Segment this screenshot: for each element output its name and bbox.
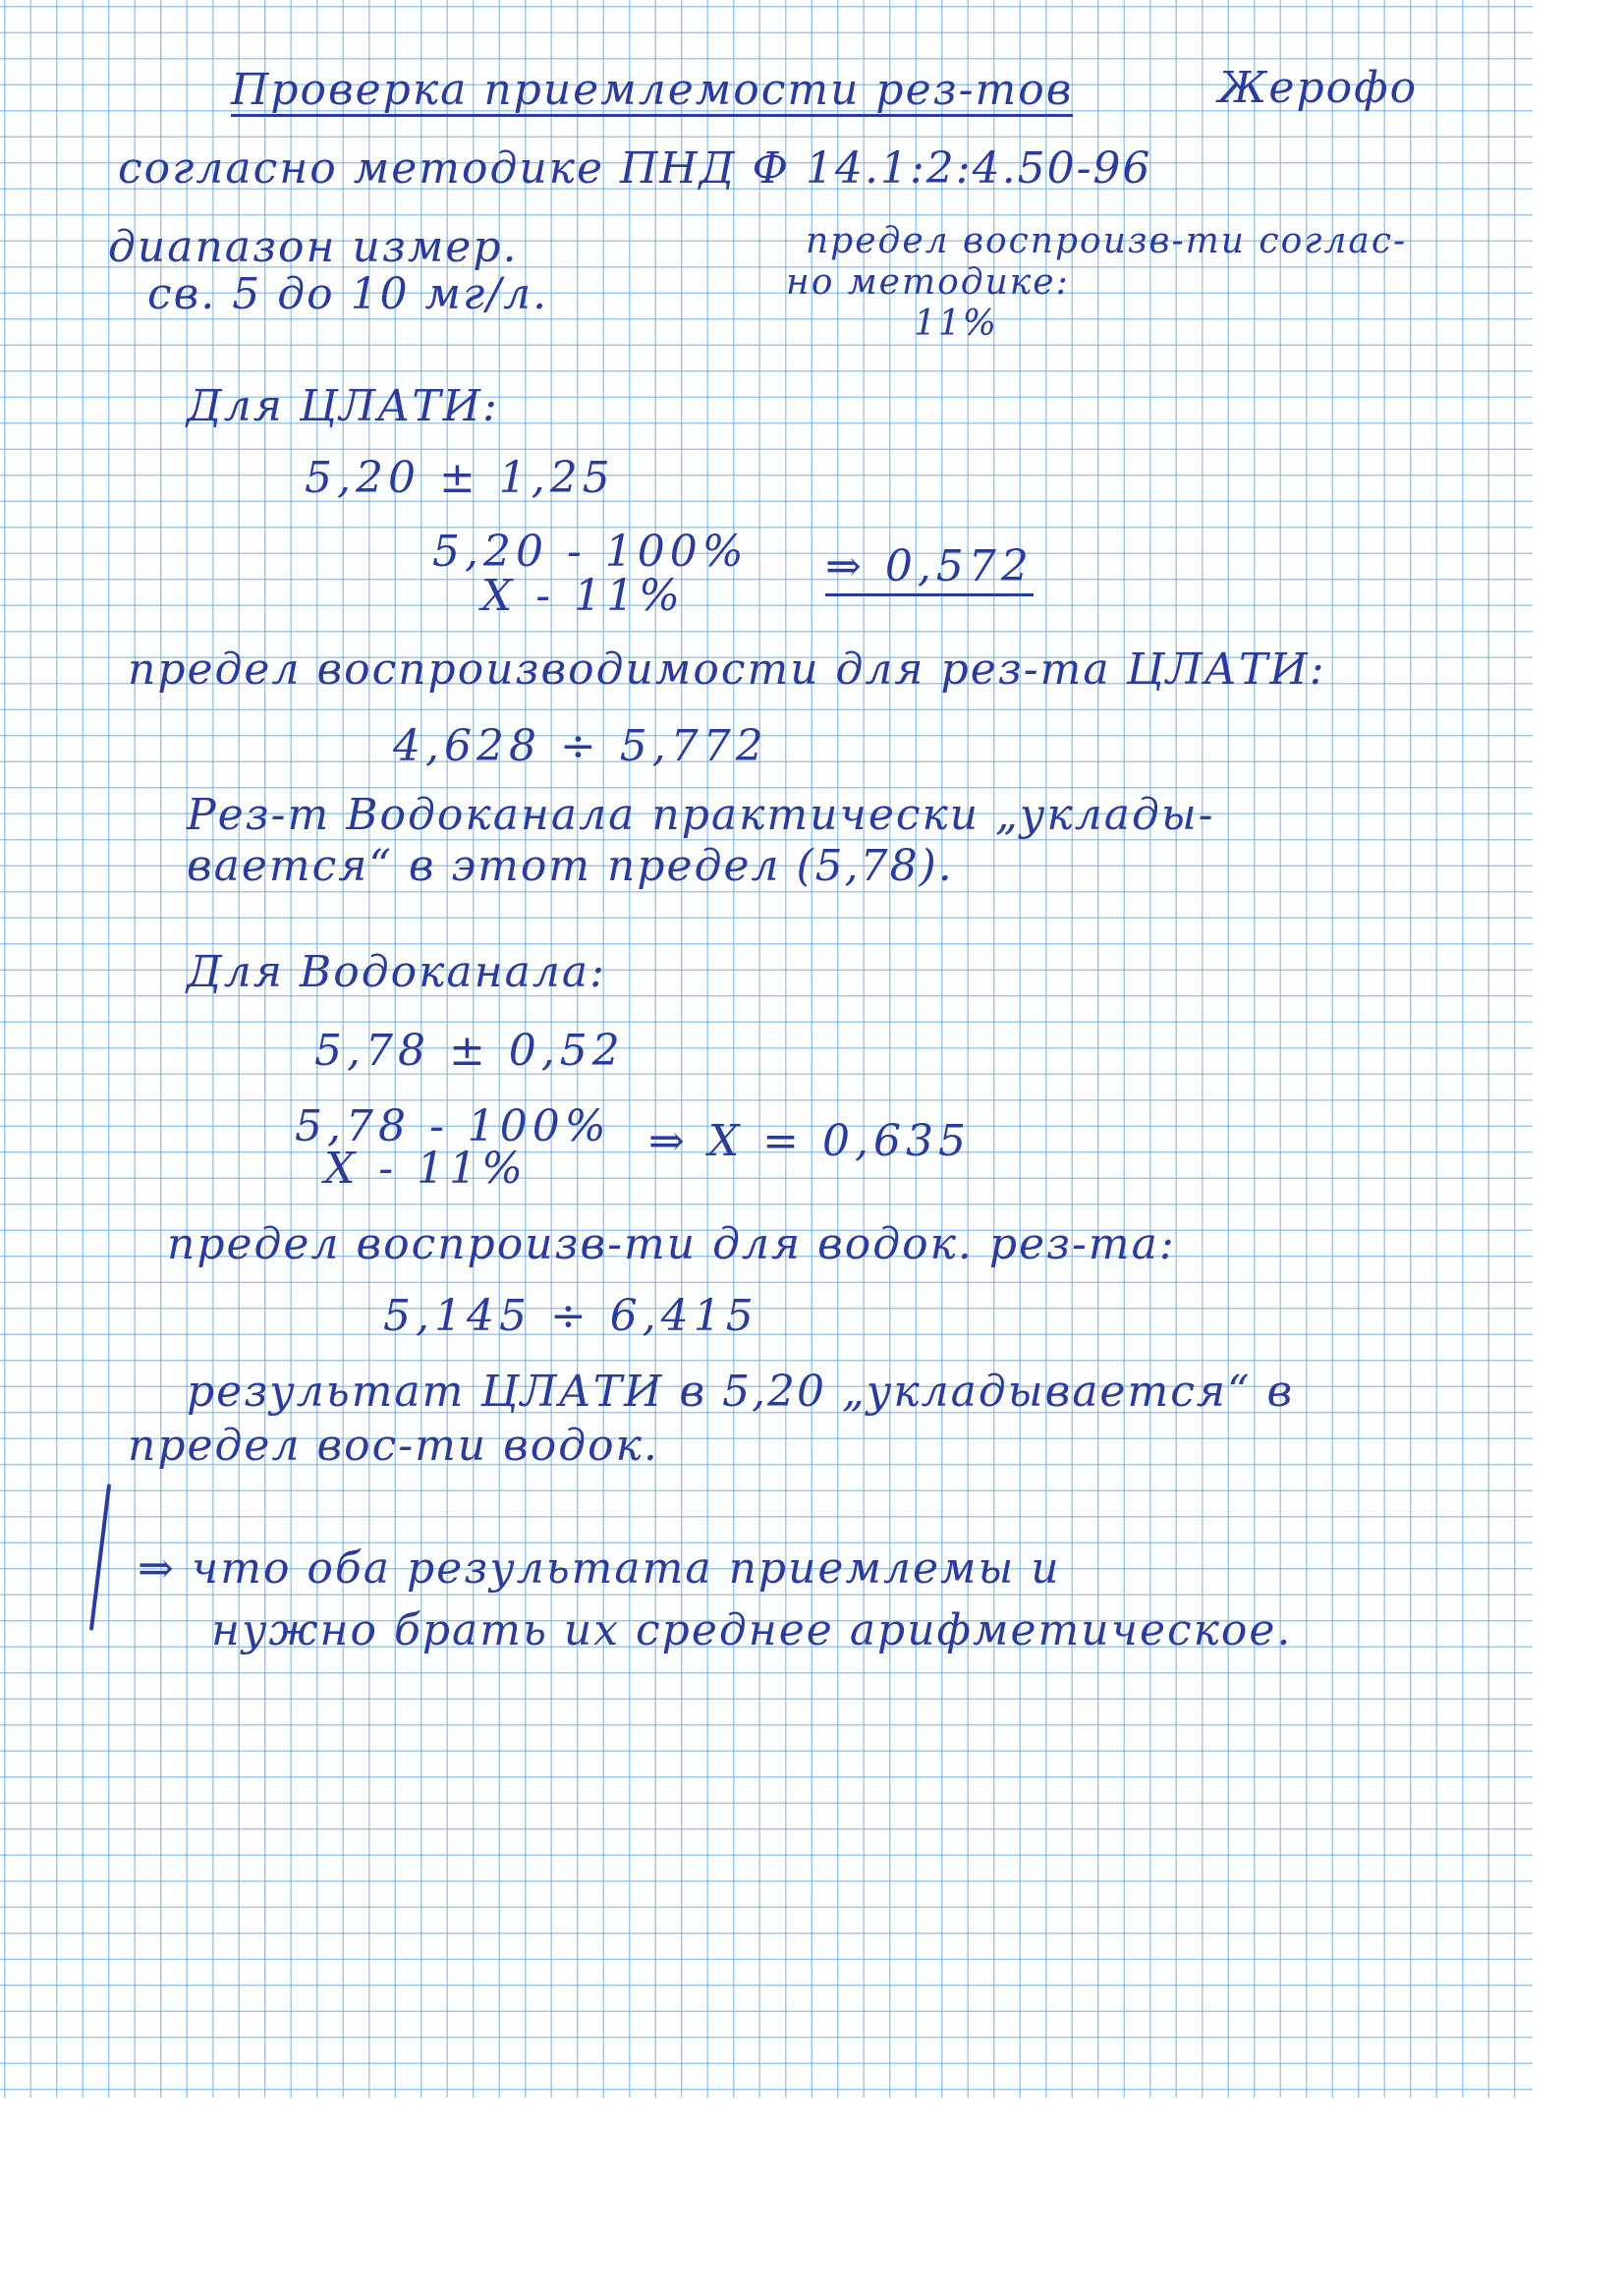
clati-proportion-1: 5,20 - 100% bbox=[432, 527, 749, 577]
clati-computed-value bbox=[825, 541, 1034, 591]
range-value: св. 5 до 10 мг/л. bbox=[147, 269, 549, 319]
method-line: согласно методике ПНД Ф 14.1:2:4.50-96 bbox=[118, 143, 1152, 194]
clati-proportion-2: X - 11% bbox=[481, 571, 685, 621]
limit-label-1: предел воспроизв-ти соглас- bbox=[806, 221, 1408, 261]
limit-label-2: но методике: bbox=[786, 262, 1070, 303]
clati-arrow-result: ⇒ 0,572 bbox=[825, 541, 1034, 596]
vodokanal-conclusion-1: результат ЦЛАТИ в 5,20 „укладывается“ в bbox=[187, 1367, 1295, 1417]
vodokanal-heading: Для Водоканала: bbox=[187, 947, 606, 997]
vodokanal-result: 5,78 ± 0,52 bbox=[314, 1026, 625, 1076]
clati-conclusion-1: Рез-т Водоканала практически „уклады- bbox=[187, 790, 1215, 840]
vodokanal-limit-text: предел воспроизв-ти для водок. рез-та: bbox=[167, 1219, 1176, 1269]
subject-label: Жерофо bbox=[1218, 63, 1419, 113]
final-conclusion-1: ⇒ что оба результата приемлемы и bbox=[138, 1543, 1061, 1594]
clati-heading: Для ЦЛАТИ: bbox=[187, 381, 499, 431]
final-conclusion-2: нужно брать их среднее арифметическое. bbox=[211, 1605, 1293, 1655]
clati-limit-range: 4,628 ÷ 5,772 bbox=[393, 721, 768, 771]
clati-limit-text: предел воспроизводимости для рез-та ЦЛАТИ: bbox=[128, 644, 1326, 695]
vodokanal-arrow-result: ⇒ X = 0,635 bbox=[648, 1116, 971, 1166]
clati-conclusion-2: вается“ в этот предел (5,78). bbox=[187, 841, 954, 891]
page-title: Проверка приемлемости рез-тов bbox=[231, 65, 1074, 115]
vodokanal-proportion-2: X - 11% bbox=[324, 1144, 528, 1194]
limit-value: 11% bbox=[914, 304, 999, 344]
vodokanal-proportion-1: 5,78 - 100% bbox=[295, 1101, 611, 1151]
clati-result: 5,20 ± 1,25 bbox=[305, 453, 615, 503]
vodokanal-limit-range: 5,145 ÷ 6,415 bbox=[383, 1291, 758, 1341]
vodokanal-conclusion-2: предел вос-ти водок. bbox=[128, 1421, 659, 1471]
margin-bracket bbox=[89, 1484, 111, 1630]
range-label: диапазон измер. bbox=[108, 222, 519, 272]
